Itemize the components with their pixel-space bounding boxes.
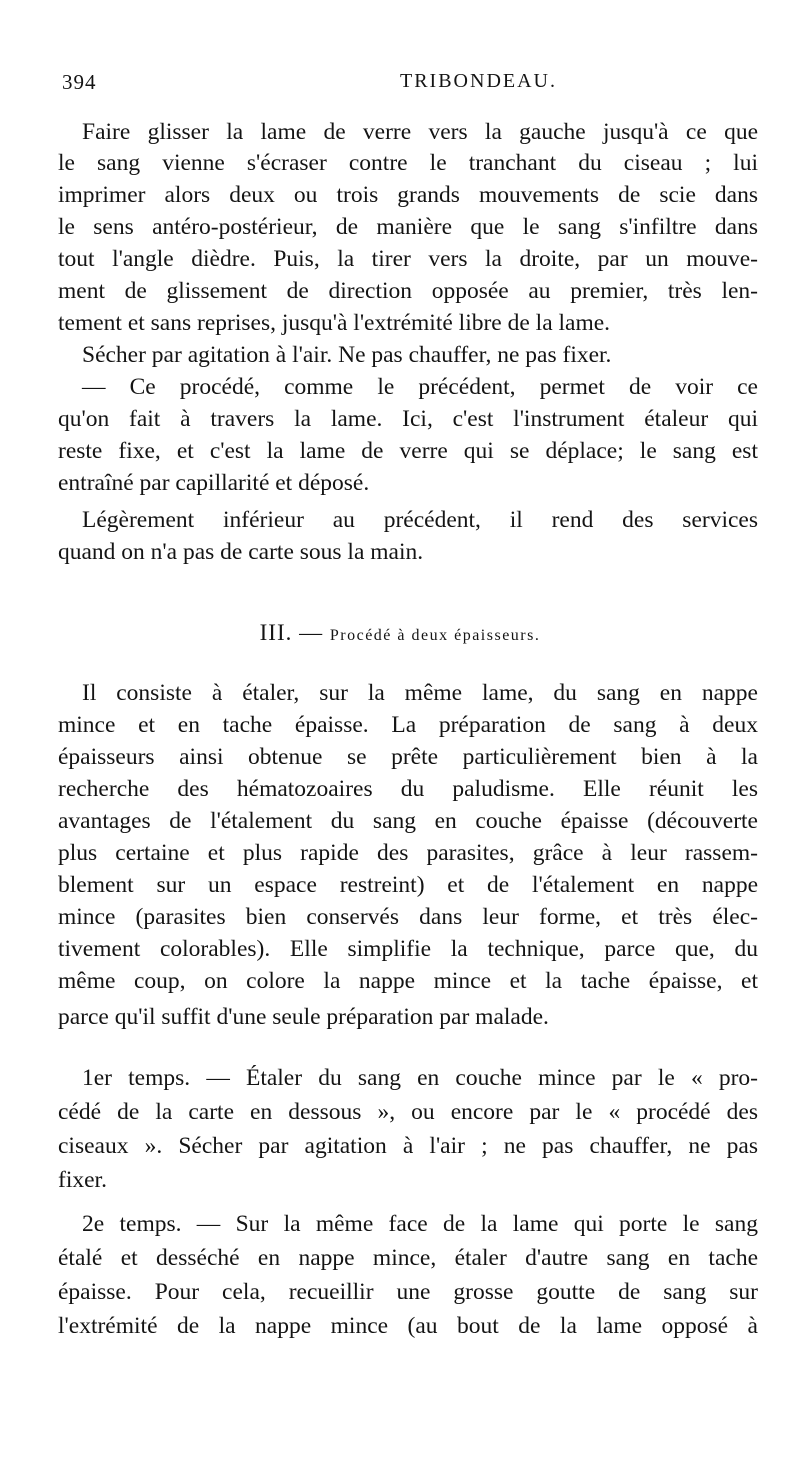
text-line: tivement colorables). Elle simplifie la technique, parce que, du (58, 936, 758, 962)
text-line: Sécher par agitation à l'air. Ne pas chauffer, ne pas fixer. (82, 342, 612, 368)
section-title: Procédé à deux épaisseurs. (329, 627, 541, 644)
text-line: plus certaine et plus rapide des parasites, grâce à leur rassem- (58, 840, 758, 866)
text-line: même coup, on colore la nappe mince et la tache épaisse, et (58, 968, 758, 994)
text-line: reste fixe, et c'est la lame de verre qui se déplace; le sang est (58, 438, 758, 464)
section-dash: — (299, 620, 324, 645)
section-heading (0, 620, 800, 646)
text-line: ciseaux ». Sécher par agitation à l'air ; ne pas chauffer, ne pas (58, 1133, 758, 1159)
text-line: le sens antéro-postérieur, de manière que le sang s'infiltre dans (58, 214, 758, 240)
text-line: étalé et desséché en nappe mince, étaler d'autre sang en tache (58, 1245, 758, 1271)
text-line: recherche des hématozoaires du paludisme. Elle réunit les (58, 776, 758, 802)
text-line: tement et sans reprises, jusqu'à l'extrémité libre de la lame. (58, 310, 611, 336)
text-line: mince (parasites bien conservés dans leur forme, et très élec- (58, 904, 758, 930)
text-line: épaisse. Pour cela, recueillir une grosse goutte de sang sur (58, 1279, 758, 1305)
text-line: tout l'angle dièdre. Puis, la tirer vers la droite, par un mouve- (58, 246, 758, 272)
text-line: Légèrement inférieur au précédent, il rend des services (82, 507, 758, 533)
text-line: fixer. (58, 1167, 107, 1193)
running-head: TRIBONDEAU. (400, 70, 557, 92)
text-line: — Ce procédé, comme le précédent, permet de voir ce (82, 374, 758, 400)
page-header (62, 70, 760, 102)
text-line: mince et en tache épaisse. La préparation de sang à deux (58, 712, 758, 738)
text-line: le sang vienne s'écraser contre le tranchant du ciseau ; lui (58, 150, 758, 176)
text-line: blement sur un espace restreint) et de l'étalement en nappe (58, 872, 758, 898)
text-line: ment de glissement de direction opposée au premier, très len- (58, 278, 758, 304)
text-line: entraîné par capillarité et déposé. (58, 470, 370, 496)
text-line: Il consiste à étaler, sur la même lame, du sang en nappe (82, 680, 758, 706)
text-line: Faire glisser la lame de verre vers la gauche jusqu'à ce que (82, 119, 758, 145)
text-line: parce qu'il suffit d'une seule préparation par malade. (58, 1004, 549, 1030)
page-number: 394 (62, 70, 97, 94)
text-line: l'extrémité de la nappe mince (au bout de la lame opposé à (58, 1313, 758, 1339)
text-line: épaisseurs ainsi obtenue se prête particulièrement bien à la (58, 744, 758, 770)
text-line: imprimer alors deux ou trois grands mouvements de scie dans (58, 182, 758, 208)
text-line: 2e temps. — Sur la même face de la lame qui porte le sang (82, 1211, 758, 1237)
section-numeral: III. (259, 620, 293, 645)
text-line: quand on n'a pas de carte sous la main. (58, 539, 424, 565)
text-line: avantages de l'étalement du sang en couche épaisse (découverte (58, 808, 758, 834)
text-line: qu'on fait à travers la lame. Ici, c'est l'instrument étaleur qui (58, 406, 758, 432)
text-line: 1er temps. — Étaler du sang en couche mince par le « pro- (82, 1065, 758, 1091)
text-line: cédé de la carte en dessous », ou encore par le « procédé des (58, 1099, 758, 1125)
